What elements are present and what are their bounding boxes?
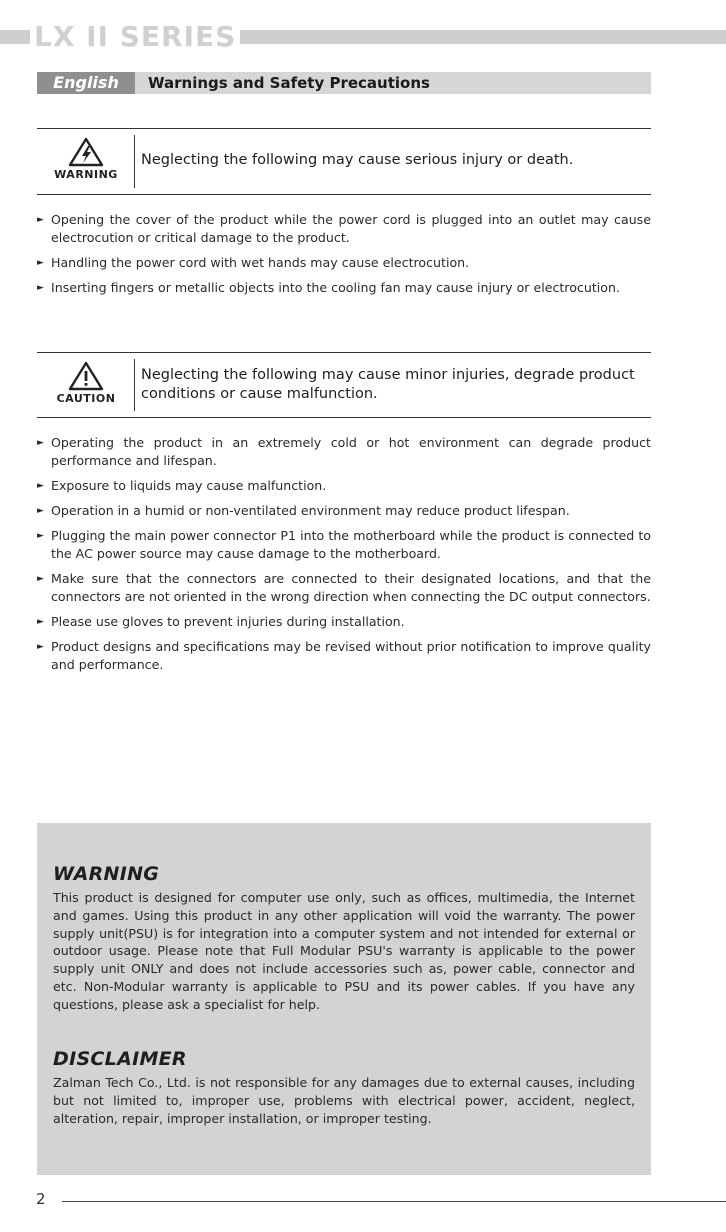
list-item	[37, 434, 651, 470]
caution-notice-text: Neglecting the following may cause minor injuries, degrade product conditions or cause malfunction.	[141, 367, 635, 402]
series-bar-left	[0, 30, 30, 44]
list-item	[37, 527, 651, 563]
list-item	[37, 211, 651, 247]
language-tag: English	[37, 72, 135, 94]
list-item	[37, 613, 651, 631]
notice-divider	[134, 135, 135, 188]
list-item	[37, 477, 651, 495]
warning-label: WARNING	[54, 168, 118, 181]
list-item-text: Opening the cover of the product while the power cord is plugged into an outlet may cause electrocution or critical damage to the product.	[51, 212, 651, 245]
bullet-icon: ►	[37, 438, 44, 448]
list-item-text: Handling the power cord with wet hands may cause electrocution.	[51, 255, 470, 270]
warning-disclaimer-box	[37, 823, 651, 1175]
list-item	[37, 570, 651, 606]
list-item	[37, 502, 651, 520]
list-item-text: Product designs and specifications may be revised without prior notification to improve quality and performance.	[51, 639, 651, 672]
list-item-text: Plugging the main power connector P1 into the motherboard while the product is connected to the AC power source may cause damage to the motherboard.	[51, 528, 651, 561]
list-item-text: Make sure that the connectors are connected to their designated locations, and that the connectors are not oriented in the wrong direction when connecting the DC output connectors.	[51, 571, 651, 604]
caution-label: CAUTION	[56, 392, 116, 405]
caution-icon-column	[37, 353, 135, 417]
series-bar-right	[240, 30, 726, 44]
disclaimer-heading: DISCLAIMER	[53, 1048, 187, 1070]
bullet-icon: ►	[37, 642, 44, 652]
footer-divider	[62, 1201, 726, 1202]
caution-notice	[37, 352, 651, 418]
warning-icon-column	[37, 129, 135, 194]
bullet-icon: ►	[37, 481, 44, 491]
bullet-icon: ►	[37, 283, 44, 293]
disclaimer-paragraph: Zalman Tech Co., Ltd. is not responsible for any damages due to external causes, including but not limited to, improper use, problems with electrical power, accident, neglect, alteration, repair, improper installation, or improper testing.	[53, 1075, 635, 1126]
warning-list	[37, 211, 651, 304]
section-header	[37, 72, 651, 94]
list-item	[37, 638, 651, 674]
bullet-icon: ►	[37, 574, 44, 584]
section-title: Warnings and Safety Precautions	[148, 74, 430, 92]
list-item-text: Operation in a humid or non-ventilated environment may reduce product lifespan.	[51, 503, 570, 518]
warning-paragraph: This product is designed for computer use only, such as offices, multimedia, the Internet and games. Using this product in any other application will void the warranty. The power supply unit(PSU) is for integration into a computer system and not intended for external or outdoor usage. Please note that Full Modular PSU's warranty is applicable to the power supply unit ONLY and does not include accessories such as, power cable, connector and etc. Non-Modular warranty is applicable to PSU and its power cables. If you have any questions, please ask a specialist for help.	[53, 890, 635, 1012]
bullet-icon: ►	[37, 258, 44, 268]
warning-notice-text: Neglecting the following may cause serious injury or death.	[141, 152, 574, 168]
list-item-text: Please use gloves to prevent injuries during installation.	[51, 614, 405, 629]
bullet-icon: ►	[37, 617, 44, 627]
electric-hazard-icon	[68, 137, 104, 167]
series-title: LX II SERIES	[34, 20, 237, 53]
list-item	[37, 254, 651, 272]
exclamation-triangle-icon	[68, 361, 104, 391]
bullet-icon: ►	[37, 531, 44, 541]
bullet-icon: ►	[37, 215, 44, 225]
bullet-icon: ►	[37, 506, 44, 516]
list-item-text: Inserting fingers or metallic objects into the cooling fan may cause injury or electrocution.	[51, 280, 620, 295]
warning-heading: WARNING	[53, 863, 160, 885]
list-item-text: Operating the product in an extremely cold or hot environment can degrade product performance and lifespan.	[51, 435, 651, 468]
notice-divider	[134, 359, 135, 411]
list-item	[37, 279, 651, 297]
warning-notice	[37, 128, 651, 195]
list-item-text: Exposure to liquids may cause malfunction.	[51, 478, 327, 493]
caution-list	[37, 434, 651, 681]
page-number: 2	[36, 1190, 46, 1208]
